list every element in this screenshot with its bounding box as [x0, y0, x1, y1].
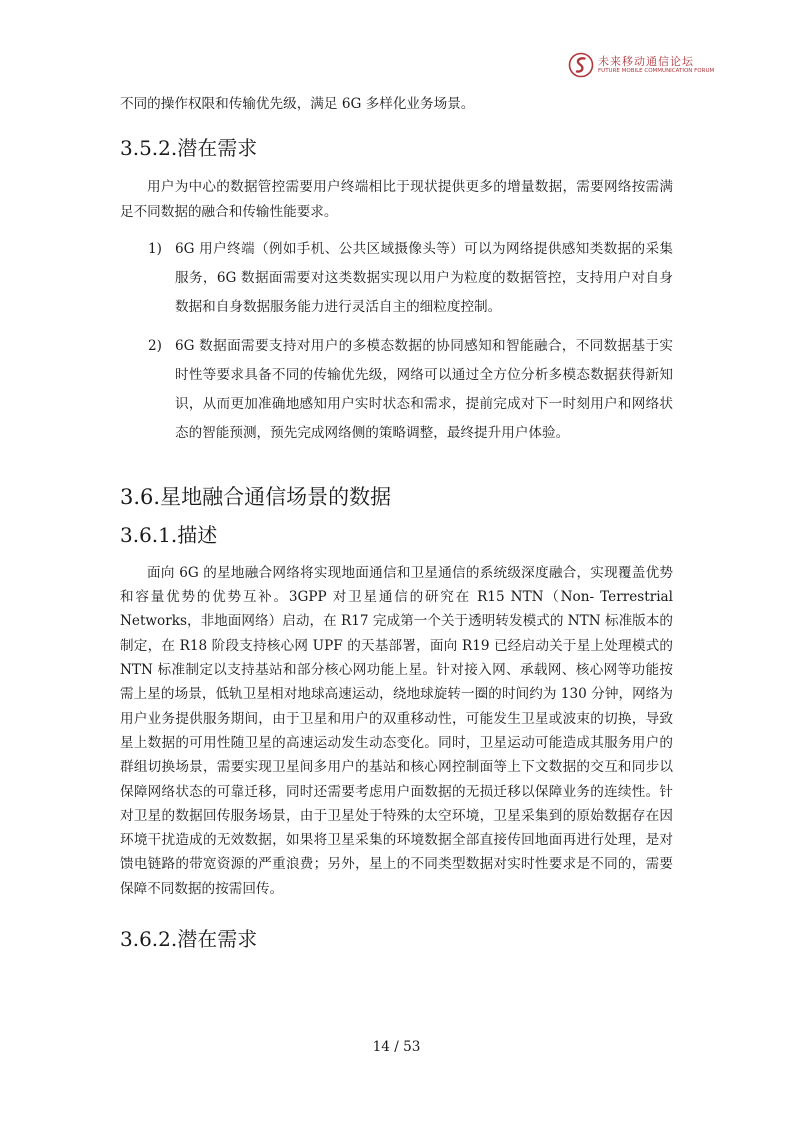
list-item-text: 6G 数据面需要支持对用户的多模态数据的协同感知和智能融合，不同数据基于实时性等要求具备不同的传输优先级，网络可以通过全方位分析多模态数据获得新知识，从而更加准确地感知用户实时状态和需求，提前完成对下一时刻用户和网络状态的智能预测，预先完成网络侧的策略调整，最终提升用户体验。 [175, 337, 673, 441]
section-3-6-1-heading: 3.6.1.描述 [120, 522, 218, 547]
section-3-5-2-paragraph: 用户为中心的数据管控需要用户终端相比于现状提供更多的增量数据，需要网络按需满足不同数据的融合和传输性能要求。 [120, 179, 673, 220]
section-3-6-2-heading: 3.6.2.潜在需求 [120, 927, 258, 952]
list-item-text: 6G 用户终端（例如手机、公共区域摄像头等）可以为网络提供感知类数据的采集服务，6G 数据面需要对这类数据实现以用户为粒度的数据管控，支持用户对自身数据和自身数据服务能力进行灵活自主的细粒度控制。 [175, 240, 673, 315]
carry-over-paragraph: 不同的操作权限和传输优先级，满足 6G 多样化业务场景。 [120, 96, 475, 112]
list-item-number: 1) [148, 240, 162, 257]
forum-logo-icon [568, 52, 594, 78]
forum-name-cn: 未来移动通信论坛 [598, 55, 694, 68]
section-3-6-1-paragraph: 面向 6G 的星地融合网络将实现地面通信和卫星通信的系统级深度融合，实现覆盖优势和容量优势的优势互补。3GPP 对卫星通信的研究在 R15 NTN（Non- Terrestrial Networks，非地面网络）启动，在 R17 完成第一个关于透明转发模式的 NTN 标准版本的制定，在 R18 阶段支持核心网 UPF 的天基部署，面向 R19 已经启动关于星上处理模式的 NTN 标准制定以支持基站和部分核心网功能上星。针对接入网、承载网、核心网等功能按需上星的场景，低轨卫星相对地球高速运动，绕地球旋转一圈的时间约为 130 分钟，网络为用户业务提供服务期间，由于卫星和用户的双重移动性，可能发生卫星或波束的切换，导致星上数据的可用性随卫星的高速运动发生动态变化。同时，卫星运动可能造成其服务用户的群组切换场景，需要实现卫星间多用户的基站和核心网控制面等上下文数据的交互和同步以保障网络状态的可靠迁移，同时还需要考虑用户面数据的无损迁移以保障业务的连续性。针对卫星的数据回传服务场景，由于卫星处于特殊的太空环境，卫星采集到的原始数据存在因环境干扰造成的无效数据，如果将卫星采集的环境数据全部直接传回地面再进行处理，是对馈电链路的带宽资源的严重浪费；另外，星上的不同类型数据对实时性要求是不同的，需要保障不同数据的按需回传。 [120, 564, 673, 897]
section-3-5-2-heading: 3.5.2.潜在需求 [120, 136, 258, 161]
page-header [0, 0, 793, 90]
forum-name-en: FUTURE MOBILE COMMUNICATION FORUM [598, 68, 715, 74]
section-3-6-heading: 3.6.星地融合通信场景的数据 [120, 484, 392, 509]
page-body [120, 92, 673, 954]
page-number: 14 / 53 [372, 1039, 421, 1055]
list-item-number: 2) [148, 337, 162, 354]
list-item [120, 332, 673, 448]
list-item [120, 235, 673, 322]
